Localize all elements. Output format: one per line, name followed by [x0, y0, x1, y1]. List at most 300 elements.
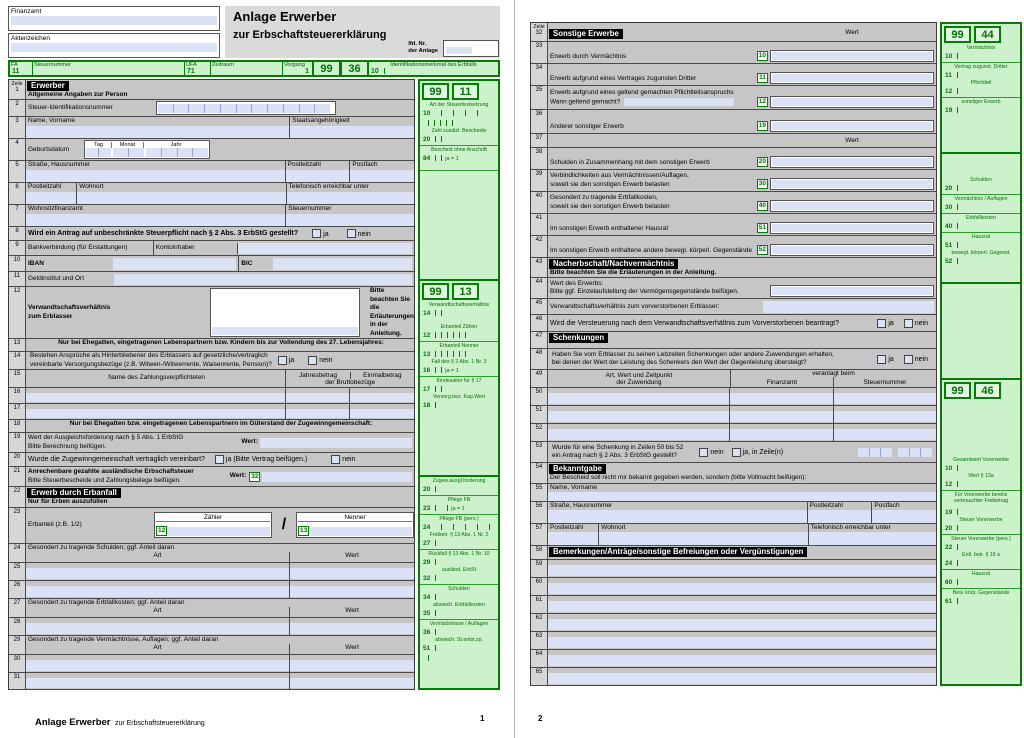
bemerkung-input[interactable] — [548, 565, 936, 576]
line-number: 40 — [531, 192, 548, 213]
form-row — [531, 23, 936, 42]
form-row — [9, 563, 414, 581]
keying-column-page2 — [940, 22, 1022, 686]
key-field: Schulden 20 — [945, 177, 992, 192]
checkbox-ja[interactable] — [278, 356, 287, 365]
field-code: 11 — [759, 74, 766, 81]
input-art[interactable] — [26, 623, 289, 634]
zeilen-input[interactable] — [858, 448, 892, 457]
form-row — [9, 618, 414, 636]
vermaechtnisse-header: Gesondert zu tragende Vermächtnisse, Auflagen; ggf. Anteil daran — [28, 635, 219, 643]
bemerkung-input[interactable] — [548, 637, 936, 648]
input-art[interactable] — [26, 660, 289, 671]
form-row: 29 Gesondert zu tragende Vermächtnisse, Auflagen; ggf. Anteil daran Art Wert — [9, 636, 414, 655]
line-number: 15 — [9, 370, 26, 387]
anderer-erwerb-label: Anderer sonstiger Erwerb — [550, 122, 624, 130]
form-row — [9, 420, 414, 433]
key-field: Gesamtwert Vorerwerbe 10 — [945, 457, 1009, 472]
monat-input[interactable] — [113, 148, 144, 157]
line-number: Zeile 1 — [9, 80, 26, 99]
zeitraum-cell[interactable]: Zeitraum — [211, 62, 283, 75]
key-field: Steuer Vorerwerbe (pers.) 22 — [942, 534, 1020, 551]
plz-label: Postleitzahl — [809, 501, 843, 509]
form-row — [531, 546, 936, 560]
form-row — [531, 524, 936, 546]
line-number: 3 — [9, 117, 26, 138]
question-unbeschraenkte-steuerpflicht: Wird ein Antrag auf unbeschränkte Steuerpflicht nach § 2 Abs. 3 ErbStG gestellt? — [28, 230, 299, 238]
section-header-erwerb-erbanfall: Erwerb durch Erbanfall — [27, 488, 121, 498]
key-ruler — [420, 117, 498, 127]
schulden-header: Gesondert zu tragende Schulden; ggf. Anteil daran — [28, 543, 174, 551]
key-field: abweich. St.entst.zp. 51 — [423, 636, 483, 652]
wann-geltend-input[interactable] — [624, 98, 734, 106]
line-number: 61 — [531, 596, 548, 613]
verwandtschaft-vorverstorben-input[interactable] — [763, 301, 934, 313]
checkbox-ja[interactable] — [215, 455, 224, 464]
aktenzeichen-box — [8, 33, 220, 58]
finanzamt-input[interactable] — [11, 16, 217, 25]
wert-input[interactable] — [772, 74, 932, 82]
bemerkung-input[interactable] — [548, 673, 936, 684]
form-row: 49 Art, Wert und Zeitpunkt der Zuwendung veranlagt beim Finanzamt Steuernummer — [531, 370, 936, 388]
form-row — [9, 256, 414, 272]
key-field: Vertrag zugunst. Dritter 11 — [942, 62, 1020, 79]
steuer-id-input[interactable] — [158, 104, 330, 113]
geburtsdatum-box: Tag Monat Jahr — [84, 140, 210, 159]
form-row — [531, 502, 936, 524]
question-versteuerung: Wird die Versteuerung nach dem Verwandtschaftsverhältnis zum Vorverstorbenen beantragt? — [550, 319, 840, 327]
field-code: 51 — [758, 224, 766, 231]
key-field: Hausrat 51 — [942, 232, 1020, 249]
input-finanzamt[interactable] — [730, 429, 832, 440]
input-steuernummer[interactable] — [834, 429, 936, 440]
wert-column-header: Wert — [845, 28, 859, 36]
field-code: 19 — [758, 122, 766, 129]
strasse-label: Straße, Hausnummer — [550, 501, 613, 509]
form-row — [9, 205, 414, 227]
line-number: 55 — [531, 484, 548, 501]
input-wert[interactable] — [290, 660, 414, 671]
input-steuernummer[interactable] — [834, 393, 936, 404]
form-row: 24 Gesondert zu tragende Schulden; ggf. Anteil daran Art Wert — [9, 544, 414, 563]
field-code: 40 — [758, 202, 766, 209]
line-number: 50 — [531, 388, 548, 405]
code-box-99-44: 99 44 — [942, 24, 1020, 44]
wohnort-input[interactable] — [77, 192, 285, 205]
section-subtitle: Nur für Erben auszufüllen — [28, 498, 108, 506]
line-number: 31 — [9, 673, 26, 689]
code-box-99-11: 99 11 — [420, 81, 498, 101]
key-field: Erbfallkosten 40 — [942, 213, 1020, 230]
checkbox-ja[interactable] — [877, 355, 886, 364]
checkbox-nein[interactable] — [904, 319, 913, 328]
zuwendung-header: Art, Wert und Zeitpunkt der Zuwendung — [605, 371, 673, 386]
lfd-nr-label: lfd. Nr. der Anlage — [408, 41, 438, 55]
bemerkung-input[interactable] — [548, 619, 936, 630]
verwandtschaft-box — [210, 288, 360, 337]
hinweis-anleitung: Bitte beachten Sie die Erläuterungen in der Anleitung. — [369, 287, 414, 337]
key-field: abweich. Erbfallkosten 35 — [423, 601, 485, 617]
input-steuernummer[interactable] — [834, 411, 936, 422]
key-field: Pflege FB 23 ja = 1 — [420, 495, 498, 512]
wert-label: Wert: — [241, 438, 258, 446]
form-body-page1 — [8, 79, 415, 690]
form-row — [531, 278, 936, 299]
wert-input[interactable] — [260, 438, 412, 448]
key-field: Freibetr. § 13 Abs. 1 Nr. 2 27 — [423, 531, 489, 547]
form-row — [531, 134, 936, 148]
wert-input[interactable] — [772, 246, 932, 254]
postfach-label: Postfach — [874, 501, 900, 509]
steuernummer-label: Steuernummer — [288, 205, 332, 213]
checkbox-nein[interactable] — [347, 229, 356, 238]
telefon-input[interactable] — [809, 532, 936, 545]
hausrat-label: Im sonstigen Erwerb enthaltener Hausrat — [550, 224, 669, 232]
wert-input[interactable] — [772, 98, 932, 106]
form-row: 14 Bestehen Ansprüche als Hinterbliebener des Erblassers auf gesetzliche/vertraglich vereinbarte Versorgungsbezüge (z.B. Witwen-/Witwerrente, Waisenrente, Pension)? ja nein — [9, 352, 414, 370]
line-number: 27 — [9, 599, 26, 617]
wohnsitzfinanzamt-label: Wohnsitzfinanzamt — [28, 205, 83, 213]
hinweis-zugewinngemeinschaft: Nur bei Ehegatten bzw. eingetragenen Lebenspartnern im Güterstand der Zugewinngemeinschaft: — [69, 420, 373, 428]
key-field: Art der Steuerfestsetzung 10 — [423, 102, 489, 117]
line-number: 34 — [531, 64, 548, 85]
name-vorname-input[interactable] — [26, 126, 289, 139]
line-number: 60 — [531, 578, 548, 595]
page-divider — [514, 0, 515, 738]
checkbox-nein[interactable] — [331, 455, 340, 464]
plz-input[interactable] — [548, 532, 598, 545]
input-wert[interactable] — [290, 678, 414, 688]
line-number: 52 — [531, 424, 548, 441]
form-row — [531, 668, 936, 686]
line-number: 39 — [531, 170, 548, 191]
key-ruler — [420, 652, 498, 662]
name-vorname-input[interactable] — [548, 492, 936, 501]
line-number: 26 — [9, 581, 26, 598]
input-art[interactable] — [26, 568, 289, 579]
telefon-label: Telefonisch erreichbar unter — [288, 183, 369, 191]
form-row: 15 Name des Zahlungsverpflichteten Jahresbetrag Einmalbetrag der Bruttobezüge — [9, 370, 414, 388]
finanzamt-label: Finanzamt — [11, 8, 42, 15]
slash: / — [281, 516, 287, 533]
zahlungsverpflichteter-header: Name des Zahlungsverpflichteten — [108, 374, 206, 382]
checkbox-nein[interactable] — [699, 448, 708, 457]
form-row — [531, 170, 936, 192]
strasse-input[interactable] — [26, 170, 285, 183]
plz-input[interactable] — [808, 510, 872, 523]
input-name[interactable] — [26, 393, 285, 402]
form-row — [531, 463, 936, 483]
aktenzeichen-label: Aktenzeichen — [11, 35, 51, 42]
input-finanzamt[interactable] — [730, 411, 832, 422]
line-number: 5 — [9, 161, 26, 182]
wert-input[interactable] — [772, 180, 932, 188]
verwandtschaft-input[interactable] — [212, 327, 358, 335]
line-number: 54 — [531, 463, 548, 482]
kontoinhaber-input[interactable] — [237, 243, 412, 254]
line-number: 42 — [531, 236, 548, 257]
form-row — [9, 117, 414, 139]
form-row — [531, 148, 936, 170]
page-number-2: 2 — [538, 714, 543, 723]
section-header-sonstige-erwerbe: Sonstige Erwerbe — [549, 29, 623, 39]
input-zuwendung[interactable] — [548, 411, 729, 422]
line-number: 28 — [9, 618, 26, 635]
form-row — [531, 214, 936, 236]
form-row — [9, 272, 414, 287]
wohnort-input[interactable] — [599, 532, 807, 545]
form-row — [9, 487, 414, 507]
wert-input[interactable] — [772, 122, 932, 130]
line-number: 24 — [9, 544, 26, 562]
telefon-label: Telefonisch erreichbar unter — [810, 523, 891, 531]
form-row — [531, 299, 936, 315]
telefon-input[interactable] — [287, 192, 414, 205]
section-header-bemerkungen: Bemerkungen/Anträge/sonstige Befreiungen oder Vergünstigungen — [549, 547, 807, 557]
line-number: 2 — [9, 100, 26, 116]
input-wert[interactable] — [290, 568, 414, 579]
staatsangehoerigkeit-input[interactable] — [290, 126, 414, 139]
line-number: 18 — [9, 420, 26, 432]
vorgang-cell: Vorgang 1 — [283, 62, 313, 75]
steuernummer-input[interactable] — [286, 214, 414, 227]
checkbox-ja-zeilen[interactable] — [732, 448, 741, 457]
input-einmalbetrag[interactable] — [350, 393, 414, 402]
line-number: 11 — [9, 272, 26, 286]
strasse-input[interactable] — [548, 510, 807, 523]
steuer-id-label: Steuer-Identifikationsnummer — [28, 104, 113, 112]
key-field: Wert § 13a 12 — [945, 472, 994, 488]
form-row — [531, 424, 936, 442]
erbfallkosten-header: Gesondert zu tragende Erbfallkosten; ggf. Anteil daran — [28, 598, 185, 606]
wohnort-label: Wohnort — [79, 183, 104, 191]
form-row — [9, 139, 414, 161]
code-box-99-13: 99 13 — [420, 281, 498, 301]
key-field: Zugew.ausgl.forderung 20 — [423, 478, 486, 493]
field-code: 12 — [758, 98, 766, 105]
wert-input[interactable] — [772, 158, 932, 166]
input-wert[interactable] — [290, 623, 414, 634]
form-row — [531, 258, 936, 278]
nenner-box: Nenner 13 — [296, 512, 414, 538]
form-row — [531, 42, 936, 64]
form-header — [8, 6, 500, 58]
section-header-erwerber: Erwerber — [27, 81, 69, 91]
bankverbindung-label: Bankverbindung (für Erstattungen) — [28, 244, 128, 252]
plz-label: Postleitzahl — [287, 161, 321, 169]
form-row — [9, 467, 414, 487]
form-row: 20 Wurde die Zugewinngemeinschaft vertraglich vereinbart? ja (Bitte Vertrag beifügen.) nein — [9, 453, 414, 467]
form-row — [531, 192, 936, 214]
aktenzeichen-input[interactable] — [11, 43, 217, 52]
line-number: 58 — [531, 546, 548, 559]
checkbox-nein[interactable] — [308, 356, 317, 365]
section-subtitle: Bitte beachten Sie die Erläuterungen in der Anleitung. — [550, 269, 717, 276]
line-number: 12 — [9, 287, 26, 338]
line-number: 9 — [9, 241, 26, 255]
form-row — [9, 161, 414, 183]
key-field: Zahl zusätzl. Bescheide 20 — [423, 127, 487, 143]
form-row: 48 Haben Sie vom Erblasser zu seinen Lebzeiten Schenkungen oder andere Zuwendungen erhalten, bei denen der Wert der Leistung des Schenkers den Wert der Gegenleistung übersteigt? ja nein — [531, 349, 936, 370]
wohnsitzfinanzamt-input[interactable] — [26, 214, 285, 227]
zaehler-box: Zähler 12 — [154, 512, 272, 538]
line-number: 44 — [531, 278, 548, 298]
section-header-bekanntgabe: Bekanntgabe — [549, 464, 606, 474]
question-zugewinn-vertraglich: Wurde die Zugewinngemeinschaft vertraglich vereinbart? — [28, 456, 205, 464]
line-number: 37 — [531, 134, 548, 147]
line-number: 63 — [531, 632, 548, 649]
steuernummer-cell[interactable]: Steuernummer — [33, 62, 185, 75]
key-field: sonstiger Erwerb 19 — [942, 97, 1020, 114]
input-art[interactable] — [26, 586, 289, 597]
form-row — [9, 655, 414, 673]
fa-cell: FA 11 — [10, 62, 33, 75]
geldinstitut-input[interactable] — [114, 274, 412, 285]
veranlagt-beim-header: veranlagt beim — [812, 370, 855, 378]
line-number: 20 — [9, 453, 26, 466]
input-zuwendung[interactable] — [548, 429, 729, 440]
line-number: 10 — [9, 256, 26, 271]
erbanteil-label: Erbanteil (z.B. 1/2) — [28, 520, 82, 528]
postfach-input[interactable] — [350, 170, 414, 183]
bic-input[interactable] — [273, 258, 412, 270]
line-number: 6 — [9, 183, 26, 204]
form-row — [9, 673, 414, 690]
input-wert[interactable] — [290, 586, 414, 597]
line-number: 14 — [9, 352, 26, 369]
key-field: ausländ. ErbSt 32 — [423, 566, 477, 582]
input-name[interactable] — [26, 409, 285, 418]
section-header-nacherbschaft: Nacherbschaft/Nachvermächtnis — [549, 259, 678, 269]
wert-input[interactable] — [772, 224, 932, 232]
key-field: bewegl. körperl. Gegenst. 52 — [945, 249, 1011, 265]
zaehler-input[interactable] — [167, 527, 270, 536]
page-1 — [8, 6, 500, 690]
keying-column-page1 — [418, 79, 500, 690]
input-finanzamt[interactable] — [730, 393, 832, 404]
tag-input[interactable] — [86, 148, 111, 157]
bemerkung-input[interactable] — [548, 655, 936, 666]
wohnort-label: Wohnort — [601, 523, 626, 531]
key-field: Pflichtteil 12 — [945, 79, 992, 95]
finanzamt-box — [8, 6, 220, 31]
input-art[interactable] — [26, 678, 289, 688]
input-zuwendung[interactable] — [548, 393, 729, 404]
auslaendische-erbschaftsteuer-label: Anrechenbare gezahlte ausländische Erbschaftsteuer Bitte Steuerbescheide und Zahlungsbelege beifügen. — [28, 468, 194, 484]
checkbox-ja[interactable] — [877, 319, 886, 328]
form-row — [531, 388, 936, 406]
line-number: 13 — [9, 339, 26, 351]
staatsangehoerigkeit-label: Staatsangehörigkeit — [292, 117, 350, 125]
identifikationsmerkmal-cell[interactable]: Identifikationsmerkmal des Erbfalls 10 — [371, 62, 477, 75]
form-row: 46 Wird die Versteuerung nach dem Verwandtschaftsverhältnis zum Vorverstorbenen beantragt? ja nein — [531, 315, 936, 332]
line-number: 19 — [9, 433, 26, 452]
form-row — [9, 287, 414, 339]
lfd-nr-box — [443, 40, 499, 57]
erbfallkosten-label: Gesondert zu tragende Erbfallkosten, soweit sie den sonstigen Erwerb belasten — [550, 194, 670, 210]
form-row — [531, 236, 936, 258]
line-number: 29 — [9, 636, 26, 654]
jahr-input[interactable] — [146, 148, 208, 157]
plz-input[interactable] — [286, 170, 350, 183]
form-row — [531, 632, 936, 650]
footer: Anlage Erwerber zur Erbschaftsteuererklärung — [35, 717, 205, 728]
code-box-99-46: 99 46 — [942, 380, 1020, 400]
line-number: 30 — [9, 655, 26, 672]
line-number: 51 — [531, 406, 548, 423]
page-2 — [530, 6, 1022, 686]
zeilen-input[interactable] — [898, 448, 932, 457]
geburtsdatum-label: Geburtsdatum — [28, 145, 70, 153]
section-header-schenkungen: Schenkungen — [549, 333, 608, 343]
bemerkung-input[interactable] — [548, 601, 936, 612]
wert-column-header: Wert — [845, 137, 859, 144]
section-subtitle: Allgemeine Angaben zur Person — [28, 91, 128, 98]
nenner-input[interactable] — [309, 527, 412, 536]
form-row — [531, 86, 936, 110]
form-row — [531, 64, 936, 86]
checkbox-ja[interactable] — [312, 229, 321, 238]
line-number: 25 — [9, 563, 26, 580]
wert-input[interactable] — [772, 287, 932, 295]
wert-input[interactable] — [772, 202, 932, 210]
line-number: 49 — [531, 370, 548, 387]
key-field: Bescheid ohne Anschrift 84 ja = 1 — [420, 145, 498, 162]
steuer-id-box — [156, 101, 336, 115]
input-jahresbetrag[interactable] — [286, 409, 350, 418]
wert-input[interactable] — [772, 52, 932, 60]
bemerkung-input[interactable] — [548, 583, 936, 594]
form-row — [531, 650, 936, 668]
wert-input[interactable] — [262, 472, 412, 482]
form-row — [531, 560, 936, 578]
line-number: 36 — [531, 110, 548, 133]
iban-input[interactable] — [113, 258, 237, 270]
input-jahresbetrag[interactable] — [286, 393, 350, 402]
question-antrag-schenkung: Wurde für eine Schenkung in Zeilen 50 bis 52 ein Antrag nach § 2 Abs. 3 ErbStG gestellt? — [552, 444, 684, 460]
question-versorgungsbezuege: Bestehen Ansprüche als Hinterbliebener des Erblassers auf gesetzliche/vertraglich vereinbarte Versorgungsbezüge (z.B. Witwen-/Witwerrente, Waisenrente, Pension)? — [30, 352, 272, 368]
key-field: Steuer Vorerwerbe 20 — [945, 516, 1003, 532]
lfd-nr-input[interactable] — [446, 47, 472, 54]
line-number: 62 — [531, 614, 548, 631]
line-number: 35 — [531, 86, 548, 109]
field-code: 30 — [758, 180, 766, 187]
form-row — [9, 80, 414, 100]
line-number: 4 — [9, 139, 26, 160]
form-row — [531, 614, 936, 632]
postfach-input[interactable] — [872, 510, 936, 523]
key-field: Schulden 34 — [420, 584, 498, 601]
line-number: 8 — [9, 227, 26, 240]
form-row — [9, 388, 414, 404]
line-number: 53 — [531, 442, 548, 462]
checkbox-nein[interactable] — [904, 355, 913, 364]
form-row: 53 Wurde für eine Schenkung in Zeilen 50 bis 52 ein Antrag nach § 2 Abs. 3 ErbStG gestellt? nein ja, in Zeile(n) — [531, 442, 936, 463]
line-number: 7 — [9, 205, 26, 226]
strasse-label: Straße, Hausnummer — [28, 161, 91, 169]
verbindlichkeiten-label: Verbindlichkeiten aus Vermächtnissen/Auflagen, soweit sie den sonstigen Erwerb belasten — [550, 172, 689, 188]
kontoinhaber-label: Kontoinhaber — [153, 241, 235, 255]
line-number: 33 — [531, 42, 548, 63]
key-field: Hausrat 60 — [942, 569, 1020, 586]
plz-label: Postleitzahl — [28, 183, 62, 191]
input-einmalbetrag[interactable] — [350, 409, 414, 418]
name-vorname-label: Name, Vorname — [550, 483, 597, 491]
plz-input[interactable] — [26, 192, 76, 205]
line-number: 65 — [531, 668, 548, 685]
form-row — [9, 100, 414, 117]
key-field: Für Vorerwerbe bereits verbrauchter Freibetrag 19 — [942, 490, 1020, 516]
